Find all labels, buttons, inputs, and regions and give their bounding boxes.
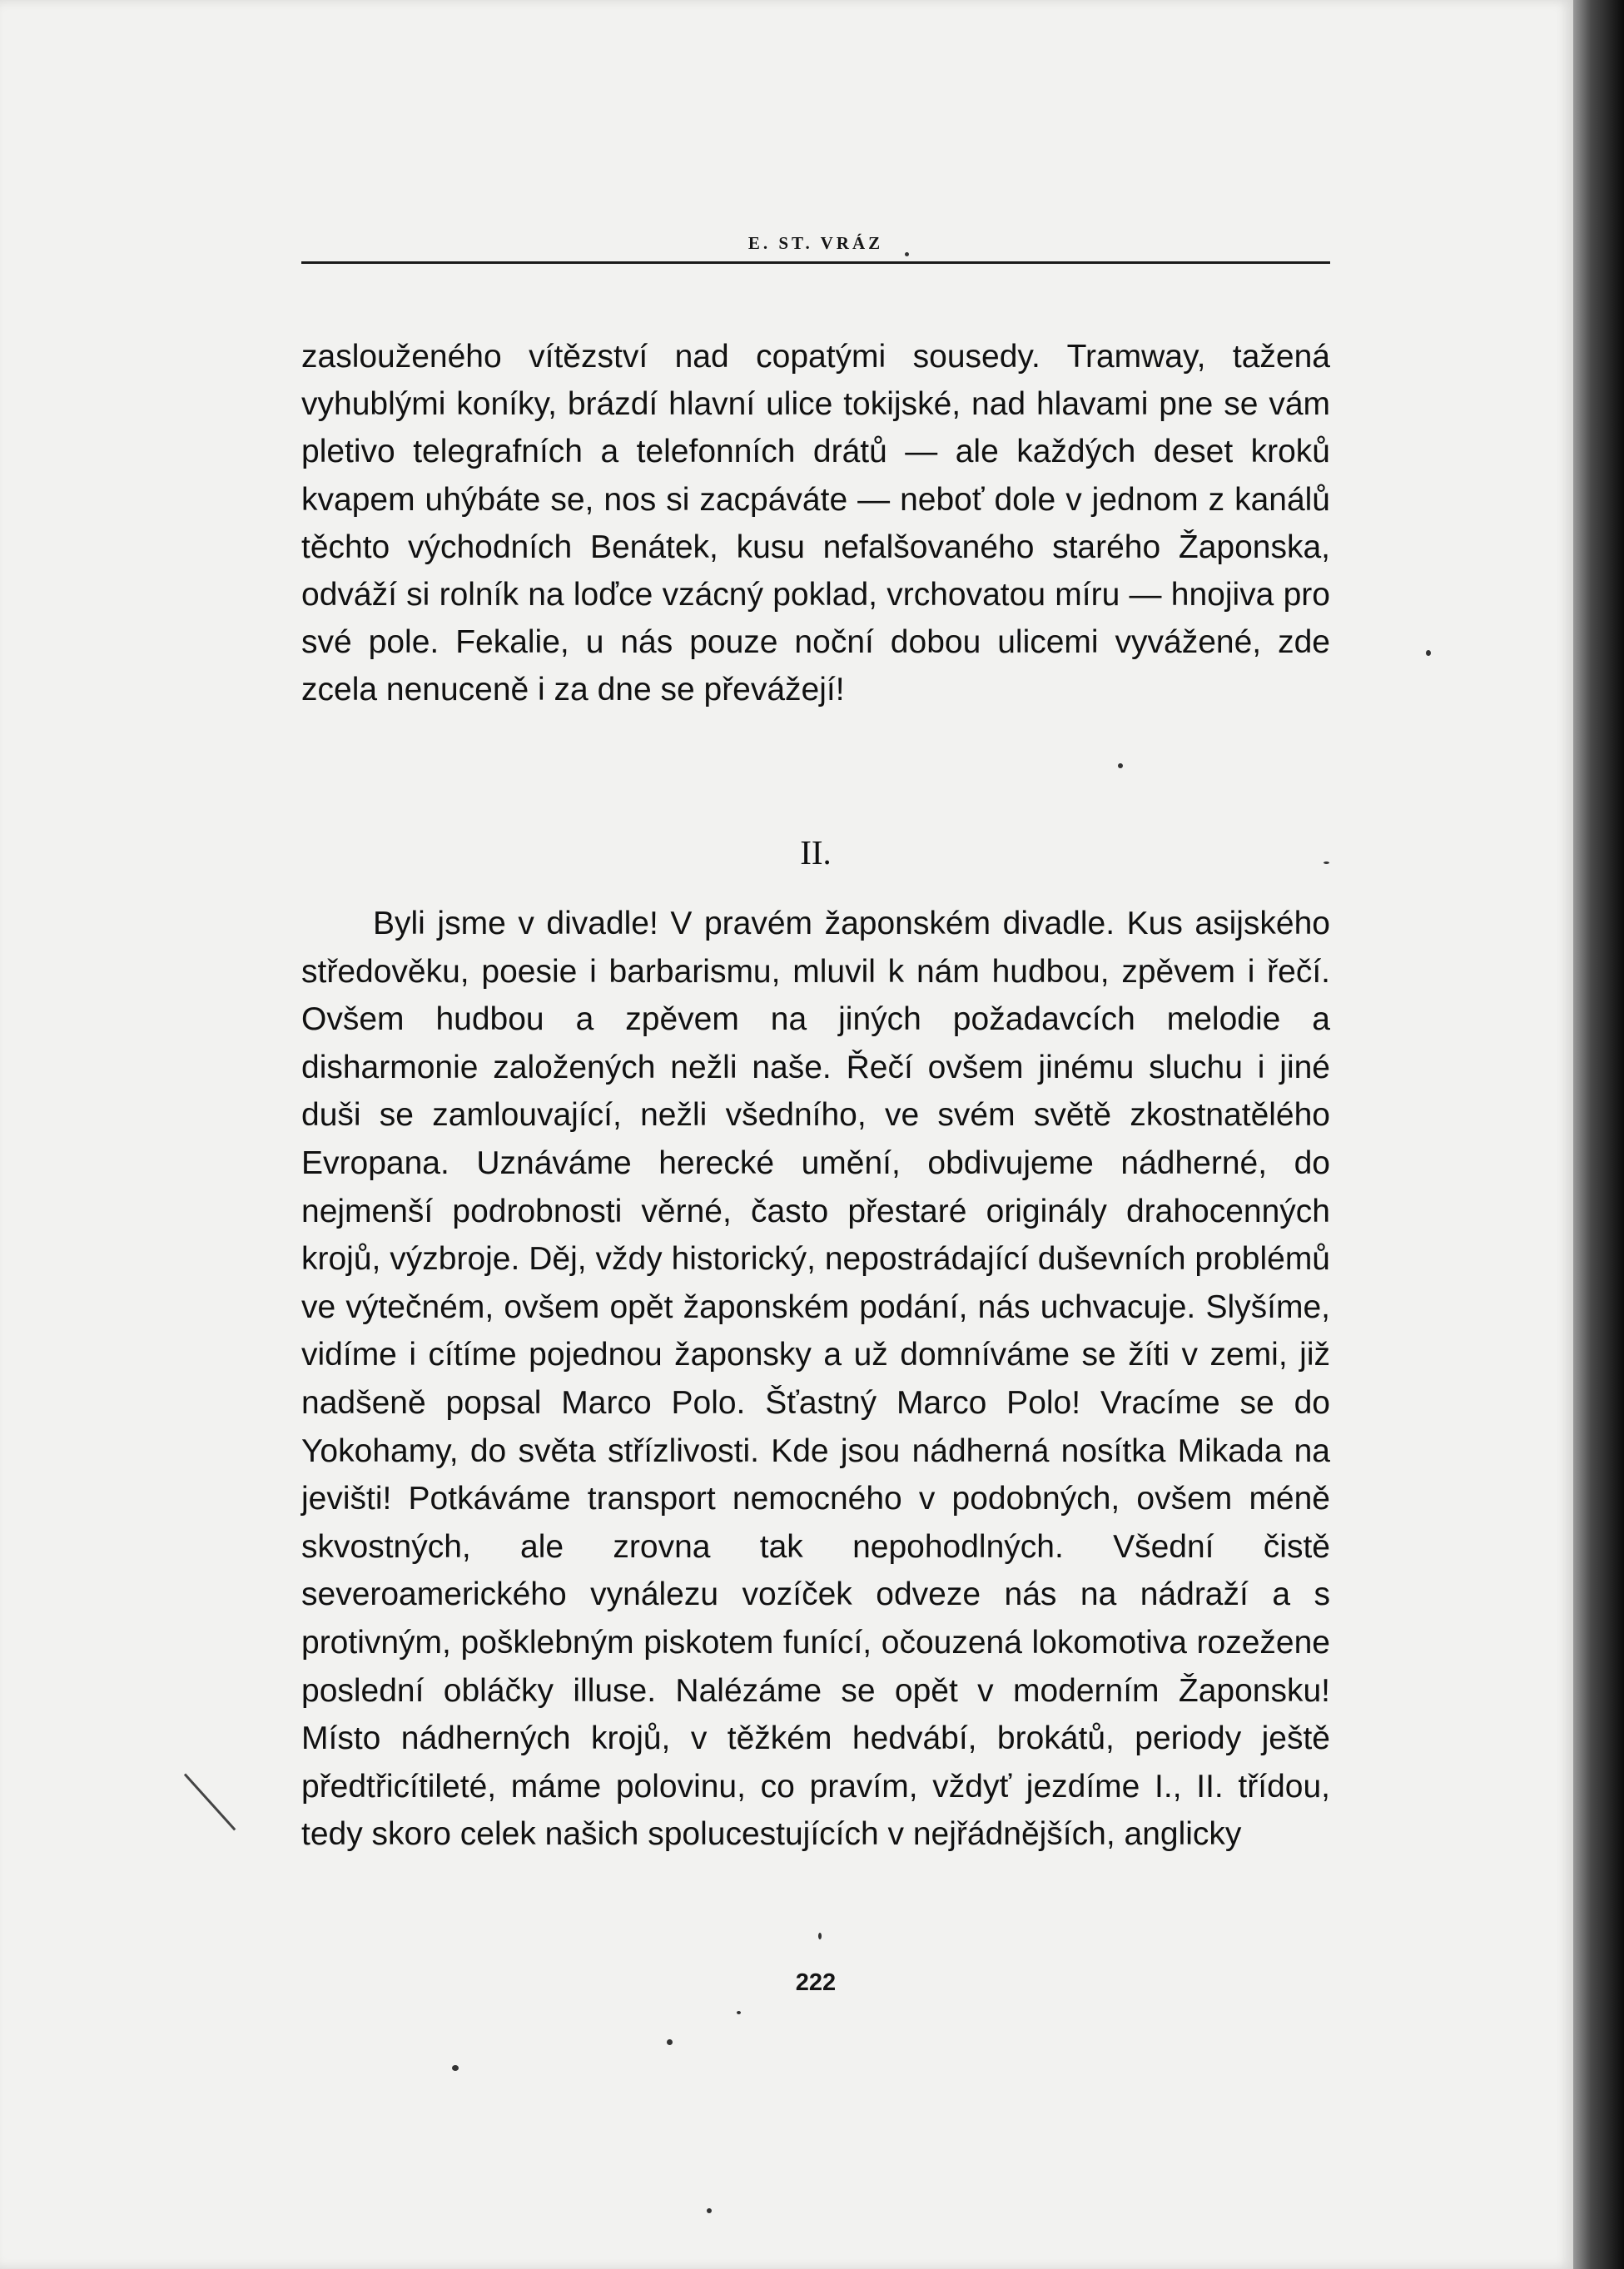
dust-speck [1118,763,1123,768]
page-number: 222 [795,1969,837,1996]
dust-speck [1426,650,1431,656]
dust-speck [818,1933,822,1939]
section-heading: II. [800,833,832,871]
body-text-top [301,333,1330,714]
dust-speck [667,2039,673,2045]
dust-speck [707,2208,712,2213]
dust-speck [1324,861,1329,864]
margin-pencil-mark [184,1773,236,1830]
paragraph-theatre: Byli jsme v divadle! V pravém žaponském divadle. Kus asijského středověku, poesie i barbarismu, mluvil k nám hudbou, zpěvem i řečí. Ovšem hudbou a zpěvem na jiných požadavcích melodie a disharmonie založených nežli naše. Řečí ovšem jinému sluchu i jiné duši se zamlouvající, nežli všedního, ve svém světě zkostnatělého Evropana. Uznáváme herecké umění, obdivujeme nádherné, do nejmenší podrobnosti věrné, často přestaré originály drahocenných krojů, výzbroje. Děj, vždy historický, nepostrádající duševních problémů ve výtečném, ovšem opět žaponském podání, nás uchvacuje. Slyšíme, vidíme i cítíme pojednou žaponsky a už domníváme se žíti v zemi, již nadšeně popsal Marco Polo. Šťastný Marco Polo! Vracíme se do Yokohamy, do světa střízlivosti. Kde jsou nádherná nosítka Mikada na jevišti! Potkáváme transport nemocného v podobných, ovšem méně skvostných, ale zrovna tak nepohodlných. Všední čistě severoamerického vynálezu vozíček odveze nás na nádraží a s protivným, pošklebným piskotem funící, očouzená lokomotiva rozežene poslední obláčky illuse. Nalézáme se opět v moderním Žaponsku! Místo nádherných krojů, v těžkém hedvábí, brokátů, periody ještě předtřicítileté, máme polovinu, co pravím, vždyť jezdíme I., II. třídou, tedy skoro celek našich spolucestujících v nejřádnějších, anglicky [301,906,1330,1853]
body-text-section-two [301,900,1330,1859]
running-title: E. ST. VRÁZ [747,233,884,253]
running-header [301,218,1330,265]
dust-speck [905,252,909,256]
paragraph-continued: zaslouženého vítězství nad copatými sousedy. Tramway, tažená vyhublými koníky, brázdí hlavní ulice tokijské, nad hlavami pne se vám pletivo telegrafních a telefonních drátů — ale každých deset kroků kvapem uhýbáte se, nos si zacpáváte — neboť dole v jednom z kanálů těchto východních Benátek, kusu nefalšovaného starého Žaponska, odváží si rolník na loďce vzácný poklad, vrchovatou míru — hnojiva pro své pole. Fekalie, u nás pouze noční dobou ulicemi vyvážené, zde zcela nenuceně i za dne se převážejí! [301,339,1330,708]
page-edge-shadow [1573,0,1624,2269]
dust-speck [737,2011,741,2014]
dust-speck [452,2065,459,2071]
header-rule [301,261,1330,264]
